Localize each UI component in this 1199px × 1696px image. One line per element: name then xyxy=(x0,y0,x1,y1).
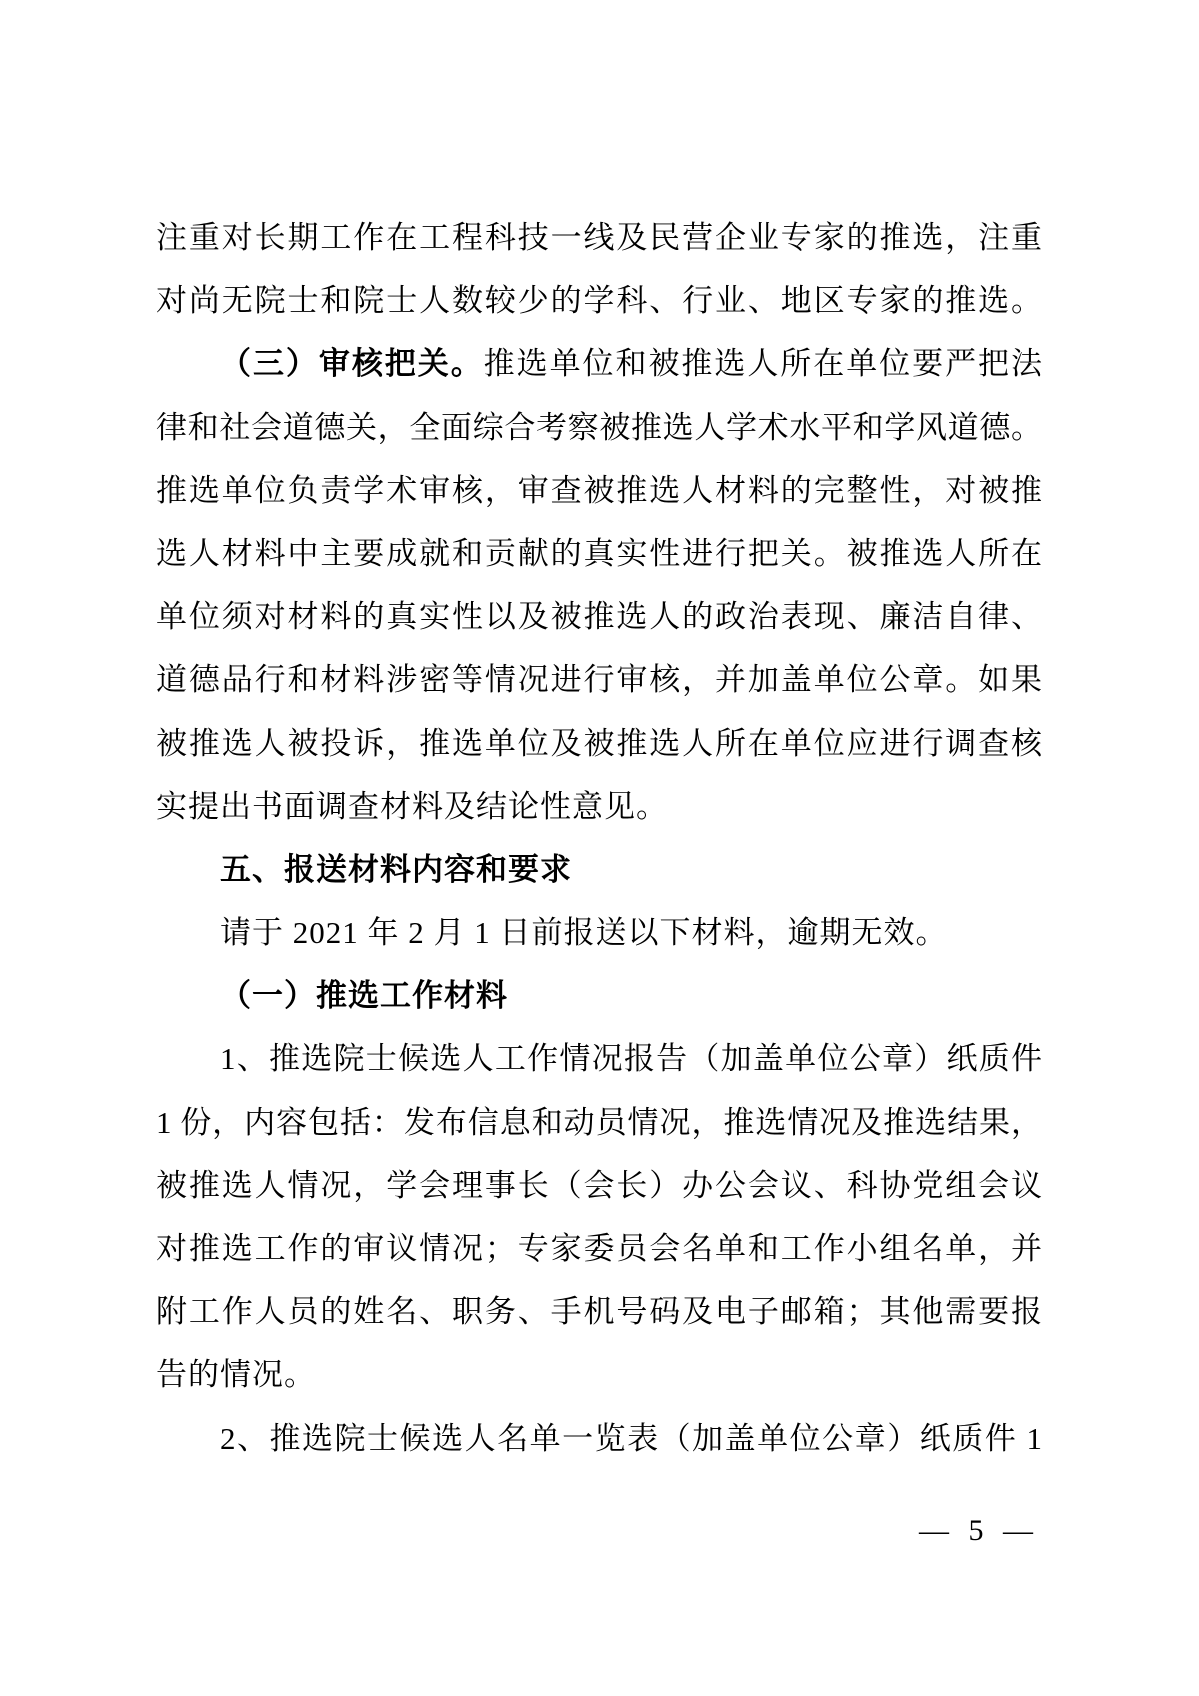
text-segment: 道德品行和材料涉密等情况进行审核，并加盖单位公章。如果 xyxy=(156,662,1042,698)
text-line xyxy=(156,1280,1042,1343)
subsection-heading xyxy=(156,964,1042,1027)
text-segment: 对推选工作的审议情况；专家委员会名单和工作小组名单，并 xyxy=(156,1231,1042,1266)
text-segment: 五、报送材料内容和要求 xyxy=(220,851,572,887)
text-segment: （三）审核把关。 xyxy=(220,346,484,382)
text-segment: 注重对长期工作在工程科技一线及民营企业专家的推选，注重 xyxy=(156,220,1042,255)
text-line xyxy=(156,522,1042,585)
text-segment: 1、推选院士候选人工作情况报告（加盖单位公章）纸质件 xyxy=(220,1041,1042,1077)
text-segment: 推选单位负责学术审核，审查被推选人材料的完整性，对被推 xyxy=(156,472,1042,508)
text-line xyxy=(156,712,1042,775)
page-number: — 5 — xyxy=(919,1514,1039,1547)
text-line xyxy=(156,1343,1042,1406)
text-segment: 选人材料中主要成就和贡献的真实性进行把关。被推选人所在 xyxy=(156,535,1042,571)
text-segment: 请于 2021 年 2 月 1 日前报送以下材料，逾期无效。 xyxy=(220,915,948,951)
text-segment: 律和社会道德关，全面综合考察被推选人学术水平和学风道德。 xyxy=(156,409,1042,445)
text-line xyxy=(156,775,1042,838)
text-line xyxy=(156,1217,1042,1280)
text-segment: （一）推选工作材料 xyxy=(220,978,508,1014)
text-segment: 被推选人情况，学会理事长（会长）办公会议、科协党组会议 xyxy=(156,1167,1042,1203)
text-line xyxy=(156,901,1042,964)
text-line xyxy=(156,648,1042,711)
text-line xyxy=(156,585,1042,648)
text-line xyxy=(156,459,1042,522)
text-line xyxy=(156,269,1042,332)
text-segment: 推选单位和被推选人所在单位要严把法 xyxy=(483,346,1043,382)
document-body xyxy=(156,206,1042,1470)
text-segment: 被推选人被投诉，推选单位及被推选人所在单位应进行调查核 xyxy=(156,725,1042,761)
text-segment: 对尚无院士和院士人数较少的学科、行业、地区专家的推选。 xyxy=(156,283,1042,319)
text-segment: 告的情况。 xyxy=(156,1357,316,1393)
text-segment: 单位须对材料的真实性以及被推选人的政治表现、廉洁自律、 xyxy=(156,599,1042,635)
text-segment: 2、推选院士候选人名单一览表（加盖单位公章）纸质件 1 xyxy=(220,1420,1042,1456)
text-line xyxy=(156,206,1042,269)
section-heading xyxy=(156,838,1042,901)
text-line xyxy=(156,396,1042,459)
text-line xyxy=(156,1407,1042,1470)
text-line xyxy=(156,1154,1042,1217)
paragraph-heading-line xyxy=(156,332,1042,395)
text-line xyxy=(156,1027,1042,1090)
text-segment: 实提出书面调查材料及结论性意见。 xyxy=(156,788,668,824)
text-segment: 附工作人员的姓名、职务、手机号码及电子邮箱；其他需要报 xyxy=(156,1294,1042,1330)
text-segment: 1 份，内容包括：发布信息和动员情况，推选情况及推选结果， xyxy=(156,1104,1042,1140)
text-line xyxy=(156,1091,1042,1154)
